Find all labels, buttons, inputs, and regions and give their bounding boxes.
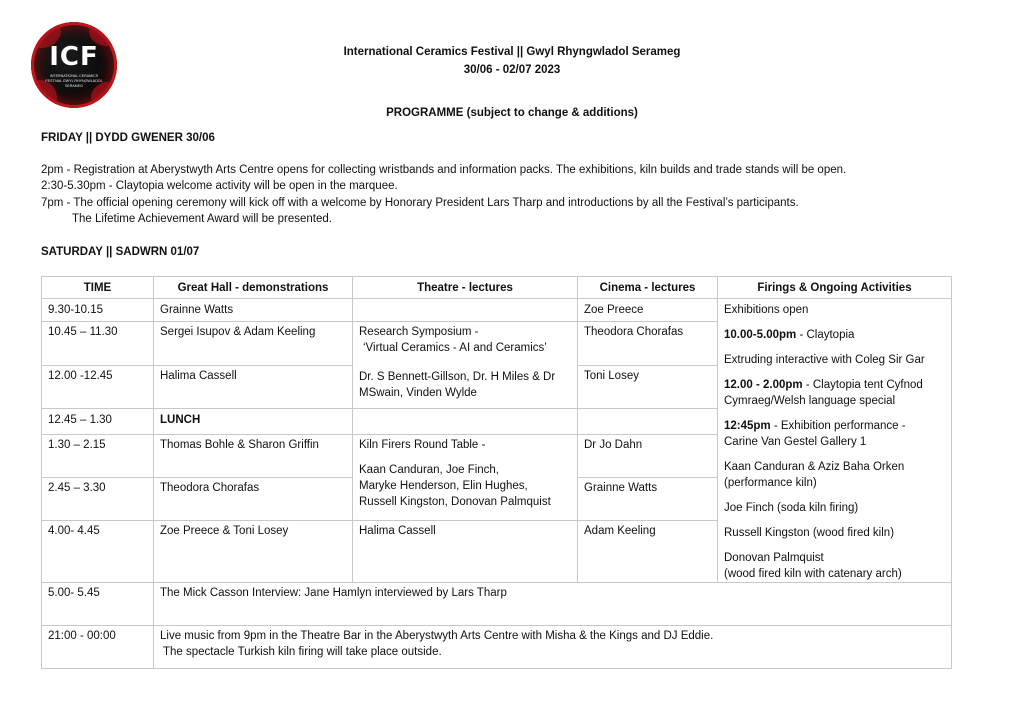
cinema-cell: Theodora Chorafas	[578, 322, 718, 366]
cinema-cell: Zoe Preece	[578, 299, 718, 322]
cinema-cell: Grainne Watts	[578, 478, 718, 521]
great-hall-cell: Halima Cassell	[154, 365, 353, 408]
firings-cell	[718, 299, 952, 583]
firings-donovan-line2: (wood fired kiln with catenary arch)	[724, 568, 902, 580]
column-header-time: TIME	[42, 277, 154, 299]
firings-donovan: Donovan Palmquist	[724, 552, 824, 564]
theatre-cell: Halima Cassell	[353, 521, 578, 583]
time-cell: 2.45 – 3.30	[42, 478, 154, 521]
table-row	[42, 626, 952, 669]
performance-time: 12:45pm	[724, 420, 771, 432]
firings-tent-line2: Cymraeg/Welsh language special	[724, 395, 896, 407]
evening-cell	[154, 626, 952, 669]
table-row	[42, 583, 952, 626]
column-header-great-hall: Great Hall - demonstrations	[154, 277, 353, 299]
friday-line: 2:30-5.30pm - Claytopia welcome activity will be open in the marquee.	[41, 180, 398, 192]
logo-subtext: INTERNATIONAL CERAMICS FESTIVAL GWYL RHYNGWLADOL SERAMEG	[45, 74, 103, 88]
evening-music: Live music from 9pm in the Theatre Bar in the Aberystwyth Arts Centre with Misha & the Kings and DJ Eddie.	[160, 630, 714, 642]
theatre-kiln-cell	[353, 434, 578, 521]
research-subtitle: ‘Virtual Ceramics - AI and Ceramics’	[363, 342, 547, 354]
claytopia-label: - Claytopia	[796, 329, 855, 341]
kiln-names-line3: Russell Kingston, Donovan Palmquist	[359, 495, 551, 508]
firings-claytopia	[724, 327, 945, 343]
great-hall-cell: Sergei Isupov & Adam Keeling	[154, 322, 353, 366]
firings-kaan-line2: (performance kiln)	[724, 477, 817, 489]
time-cell: 21:00 - 00:00	[42, 626, 154, 669]
firings-performance-line2: Carine Van Gestel Gallery 1	[724, 436, 867, 448]
cinema-cell: Dr Jo Dahn	[578, 434, 718, 478]
firings-tent	[724, 377, 945, 393]
saturday-heading: SATURDAY || SADWRN 01/07	[41, 246, 200, 258]
great-hall-cell: Grainne Watts	[154, 299, 353, 322]
firings-russell: Russell Kingston (wood fired kiln)	[724, 527, 895, 539]
friday-line: 7pm - The official opening ceremony will kick off with a welcome by Honorary President Lars Tharp and introductions by all the Festival’s participants.	[41, 197, 799, 209]
column-header-cinema: Cinema - lectures	[578, 277, 718, 299]
research-title: Research Symposium -	[359, 326, 479, 338]
saturday-schedule-table	[41, 276, 952, 669]
firings-performance	[724, 418, 945, 434]
table-row	[42, 299, 952, 322]
tent-time: 12.00 - 2.00pm	[724, 379, 803, 391]
time-cell: 12.45 – 1.30	[42, 408, 154, 434]
column-header-firings: Firings & Ongoing Activities	[718, 277, 952, 299]
friday-line: 2pm - Registration at Aberystwyth Arts Centre opens for collecting wristbands and information packs. The exhibitions, kiln builds and trade stands will be open.	[41, 164, 847, 176]
theatre-cell	[353, 408, 578, 434]
cinema-cell: Adam Keeling	[578, 521, 718, 583]
cinema-cell	[578, 408, 718, 434]
friday-line: The Lifetime Achievement Award will be presented.	[72, 213, 332, 225]
great-hall-cell: Theodora Chorafas	[154, 478, 353, 521]
kiln-names-line2: Maryke Henderson, Elin Hughes,	[359, 479, 528, 492]
research-names: Dr. S Bennett-Gillson, Dr. H Miles & Dr	[359, 371, 556, 383]
research-names-line2: MSwain, Vinden Wylde	[359, 387, 477, 399]
interview-cell: The Mick Casson Interview: Jane Hamlyn interviewed by Lars Tharp	[154, 583, 952, 626]
claytopia-time: 10.00-5.00pm	[724, 329, 797, 341]
time-cell: 10.45 – 11.30	[42, 322, 154, 366]
firings-joe: Joe Finch (soda kiln firing)	[724, 502, 859, 514]
kiln-names: Kaan Canduran, Joe Finch,	[359, 463, 500, 476]
time-cell: 5.00- 5.45	[42, 583, 154, 626]
logo-text: ICF	[49, 42, 99, 72]
time-cell: 12.00 -12.45	[42, 365, 154, 408]
theatre-cell	[353, 299, 578, 322]
table-header-row	[42, 277, 952, 299]
festival-dates: 30/06 - 02/07 2023	[463, 64, 561, 76]
kiln-title: Kiln Firers Round Table -	[359, 438, 486, 451]
firings-kaan: Kaan Canduran & Aziz Baha Orken	[724, 461, 905, 473]
great-hall-cell: Thomas Bohle & Sharon Griffin	[154, 434, 353, 478]
firings-extruding: Extruding interactive with Coleg Sir Gar	[724, 354, 925, 366]
firings-exhibitions: Exhibitions open	[724, 304, 809, 316]
time-cell: 1.30 – 2.15	[42, 434, 154, 478]
time-cell: 9.30-10.15	[42, 299, 154, 322]
lunch-cell: LUNCH	[154, 408, 353, 434]
tent-label: - Claytopia tent Cyfnod	[802, 379, 923, 391]
friday-heading: FRIDAY || DYDD GWENER 30/06	[41, 132, 215, 144]
programme-heading: PROGRAMME (subject to change & additions)	[386, 107, 638, 119]
time-cell: 4.00- 4.45	[42, 521, 154, 583]
column-header-theatre: Theatre - lectures	[353, 277, 578, 299]
festival-title: International Ceramics Festival || Gwyl Rhyngwladol Serameg	[343, 46, 681, 58]
great-hall-cell: Zoe Preece & Toni Losey	[154, 521, 353, 583]
cinema-cell: Toni Losey	[578, 365, 718, 408]
evening-kiln-firing: The spectacle Turkish kiln firing will take place outside.	[160, 646, 442, 658]
performance-label: - Exhibition performance -	[770, 420, 906, 432]
theatre-research-cell	[353, 322, 578, 409]
